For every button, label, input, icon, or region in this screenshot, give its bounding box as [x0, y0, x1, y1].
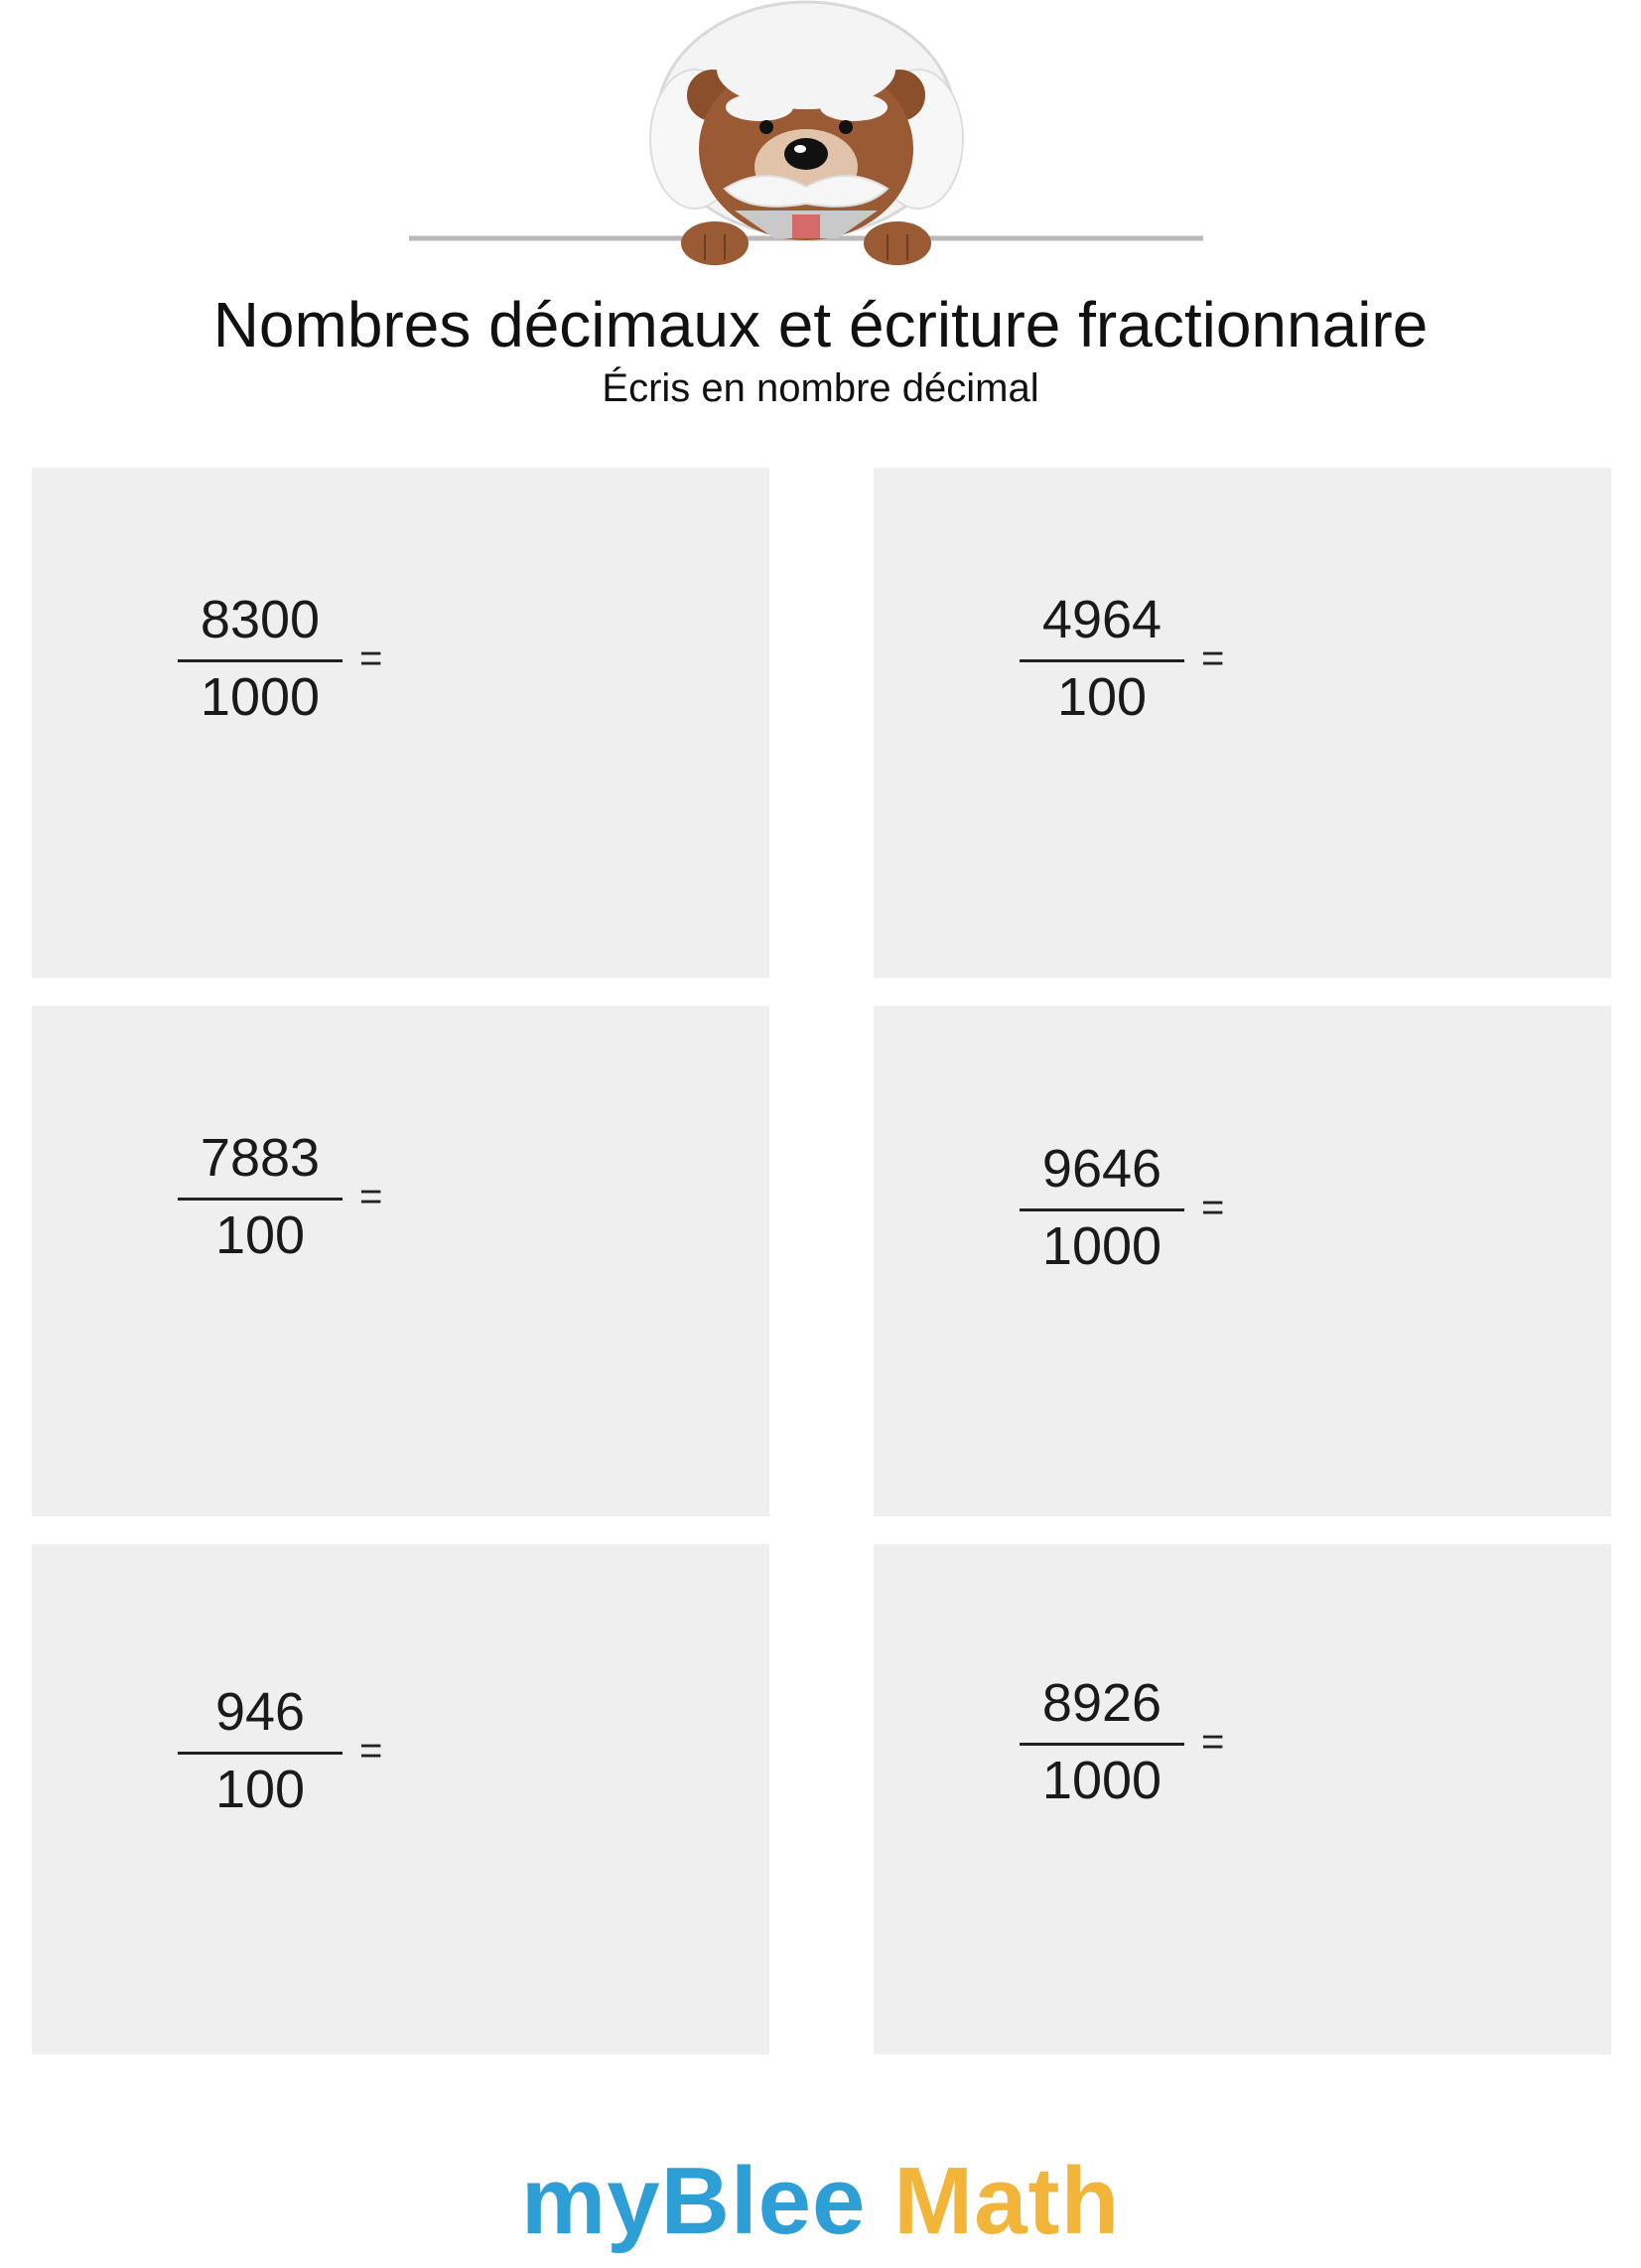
fraction	[1020, 588, 1184, 727]
fraction-numerator: 9646	[1041, 1139, 1162, 1199]
fraction-denominator: 100	[1056, 667, 1148, 727]
equals-sign: =	[1201, 1720, 1225, 1764]
fraction-numerator: 946	[214, 1682, 306, 1742]
exercise-card	[32, 468, 769, 978]
fraction	[1020, 1137, 1184, 1276]
fraction-denominator: 1000	[200, 667, 321, 727]
exercise-card	[32, 1544, 769, 2055]
fraction	[178, 1126, 342, 1265]
equals-sign: =	[359, 1175, 383, 1218]
fraction-denominator: 100	[214, 1205, 306, 1265]
fraction-numerator: 7883	[200, 1128, 321, 1188]
equals-sign: =	[1201, 637, 1225, 680]
fraction	[178, 1680, 342, 1819]
equals-sign: =	[359, 637, 383, 680]
fraction-bar	[1020, 1743, 1184, 1746]
equals-sign: =	[1201, 1186, 1225, 1229]
fraction-numerator: 8300	[200, 590, 321, 649]
exercise-card	[874, 1544, 1611, 2055]
fraction	[1020, 1671, 1184, 1810]
equals-sign: =	[359, 1729, 383, 1772]
fraction-denominator: 1000	[1041, 1216, 1162, 1276]
fraction-bar	[178, 1198, 342, 1201]
page-title: Nombres décimaux et écriture fractionnaire	[212, 289, 1429, 360]
fraction-bar	[1020, 1208, 1184, 1211]
fraction-numerator: 8926	[1041, 1673, 1162, 1733]
fraction-bar	[1020, 659, 1184, 662]
logo-math: Math	[893, 2148, 1121, 2254]
exercise-card	[874, 468, 1611, 978]
myblee-math-logo	[0, 2147, 1641, 2256]
fraction	[178, 588, 342, 727]
fraction-numerator: 4964	[1041, 590, 1162, 649]
page-subtitle: Écris en nombre décimal	[602, 366, 1039, 410]
fraction-bar	[178, 1752, 342, 1755]
bear-mascot-icon	[397, 0, 1251, 273]
logo-my: my	[520, 2148, 661, 2254]
exercise-card	[874, 1006, 1611, 1516]
fraction-denominator: 1000	[1041, 1751, 1162, 1810]
exercise-card	[32, 1006, 769, 1516]
fraction-bar	[178, 659, 342, 662]
fraction-denominator: 100	[214, 1760, 306, 1819]
logo-blee: Blee	[660, 2148, 867, 2254]
